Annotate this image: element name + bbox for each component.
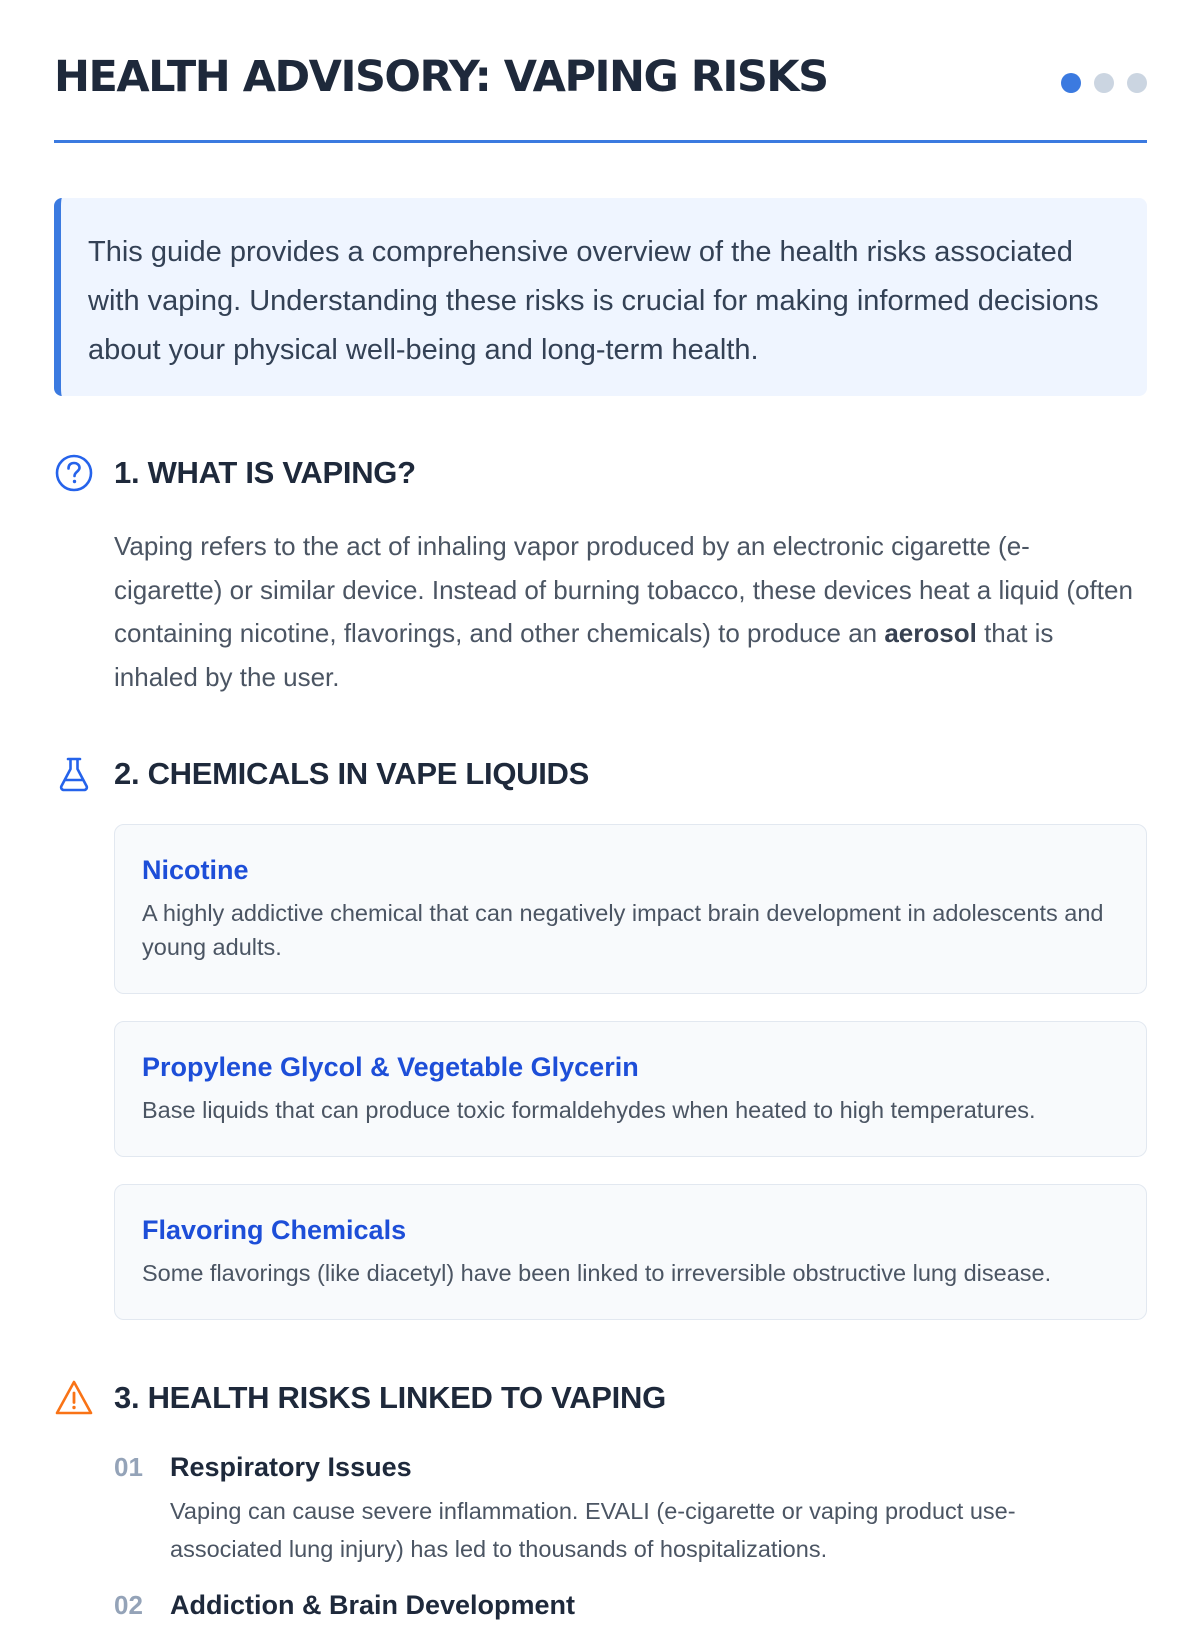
card-description: Base liquids that can produce toxic formaldehydes when heated to high temperatures. — [142, 1097, 1036, 1123]
risk-number: 01 — [114, 1452, 143, 1482]
risk-number: 02 — [114, 1590, 143, 1620]
risk-description: Vaping can cause severe inflammation. EVALI (e-cigarette or vaping product use-associated lung injury) has led to thousands of hospitalizations. — [170, 1498, 1016, 1562]
section-chemicals-heading — [54, 754, 590, 794]
section-what-is-vaping-heading — [54, 453, 416, 493]
pagination-dot-3[interactable] — [1127, 73, 1147, 93]
page-title: HEALTH ADVISORY: VAPING RISKS — [54, 52, 828, 102]
card-title: Propylene Glycol & Vegetable Glycerin — [142, 1052, 639, 1082]
what-is-vaping-text-part: Vaping refers to the act of inhaling vapor produced by an electronic cigarette (e-cigarette) or similar device. Instead of burning tobacco, these devices heat a liquid (often containing nicotine, flavorings, and other chemicals) to produce an — [114, 531, 1133, 648]
card-description: Some flavorings (like diacetyl) have been linked to irreversible obstructive lung disease. — [142, 1260, 1052, 1286]
risk-item — [114, 1590, 1147, 1630]
chemical-card-nicotine — [114, 824, 1147, 994]
flask-icon — [54, 754, 94, 794]
section-health-risks-heading — [54, 1378, 666, 1418]
intro-callout: This guide provides a comprehensive overview of the health risks associated with vaping. Understanding these risks is crucial for making informed decisions about your physical well-being and long-term health. — [54, 198, 1147, 396]
card-description: A highly addictive chemical that can negatively impact brain development in adolescents and young adults. — [142, 900, 1104, 960]
chemical-card-flavoring — [114, 1184, 1147, 1320]
section-title: 1. WHAT IS VAPING? — [114, 455, 416, 490]
card-title: Nicotine — [142, 855, 249, 885]
section-title: 3. HEALTH RISKS LINKED TO VAPING — [114, 1380, 666, 1415]
advisory-page — [54, 0, 1147, 1620]
chemical-card-pg-vg — [114, 1021, 1147, 1157]
risk-title: Addiction & Brain Development — [170, 1590, 576, 1620]
risk-title: Respiratory Issues — [170, 1452, 412, 1482]
card-title: Flavoring Chemicals — [142, 1215, 407, 1245]
question-circle-icon — [54, 453, 94, 493]
what-is-vaping-text — [114, 525, 1134, 699]
aerosol-term: aerosol — [884, 618, 977, 648]
page-header — [54, 0, 1147, 143]
pagination-dot-1[interactable] — [1061, 73, 1081, 93]
what-is-vaping-text-end: that is inhaled by the user. — [114, 618, 1054, 692]
pagination-dots — [1061, 73, 1147, 93]
warning-triangle-icon — [54, 1378, 94, 1418]
risk-item — [114, 1452, 1147, 1572]
section-title: 2. CHEMICALS IN VAPE LIQUIDS — [114, 756, 590, 791]
pagination-dot-2[interactable] — [1094, 73, 1114, 93]
